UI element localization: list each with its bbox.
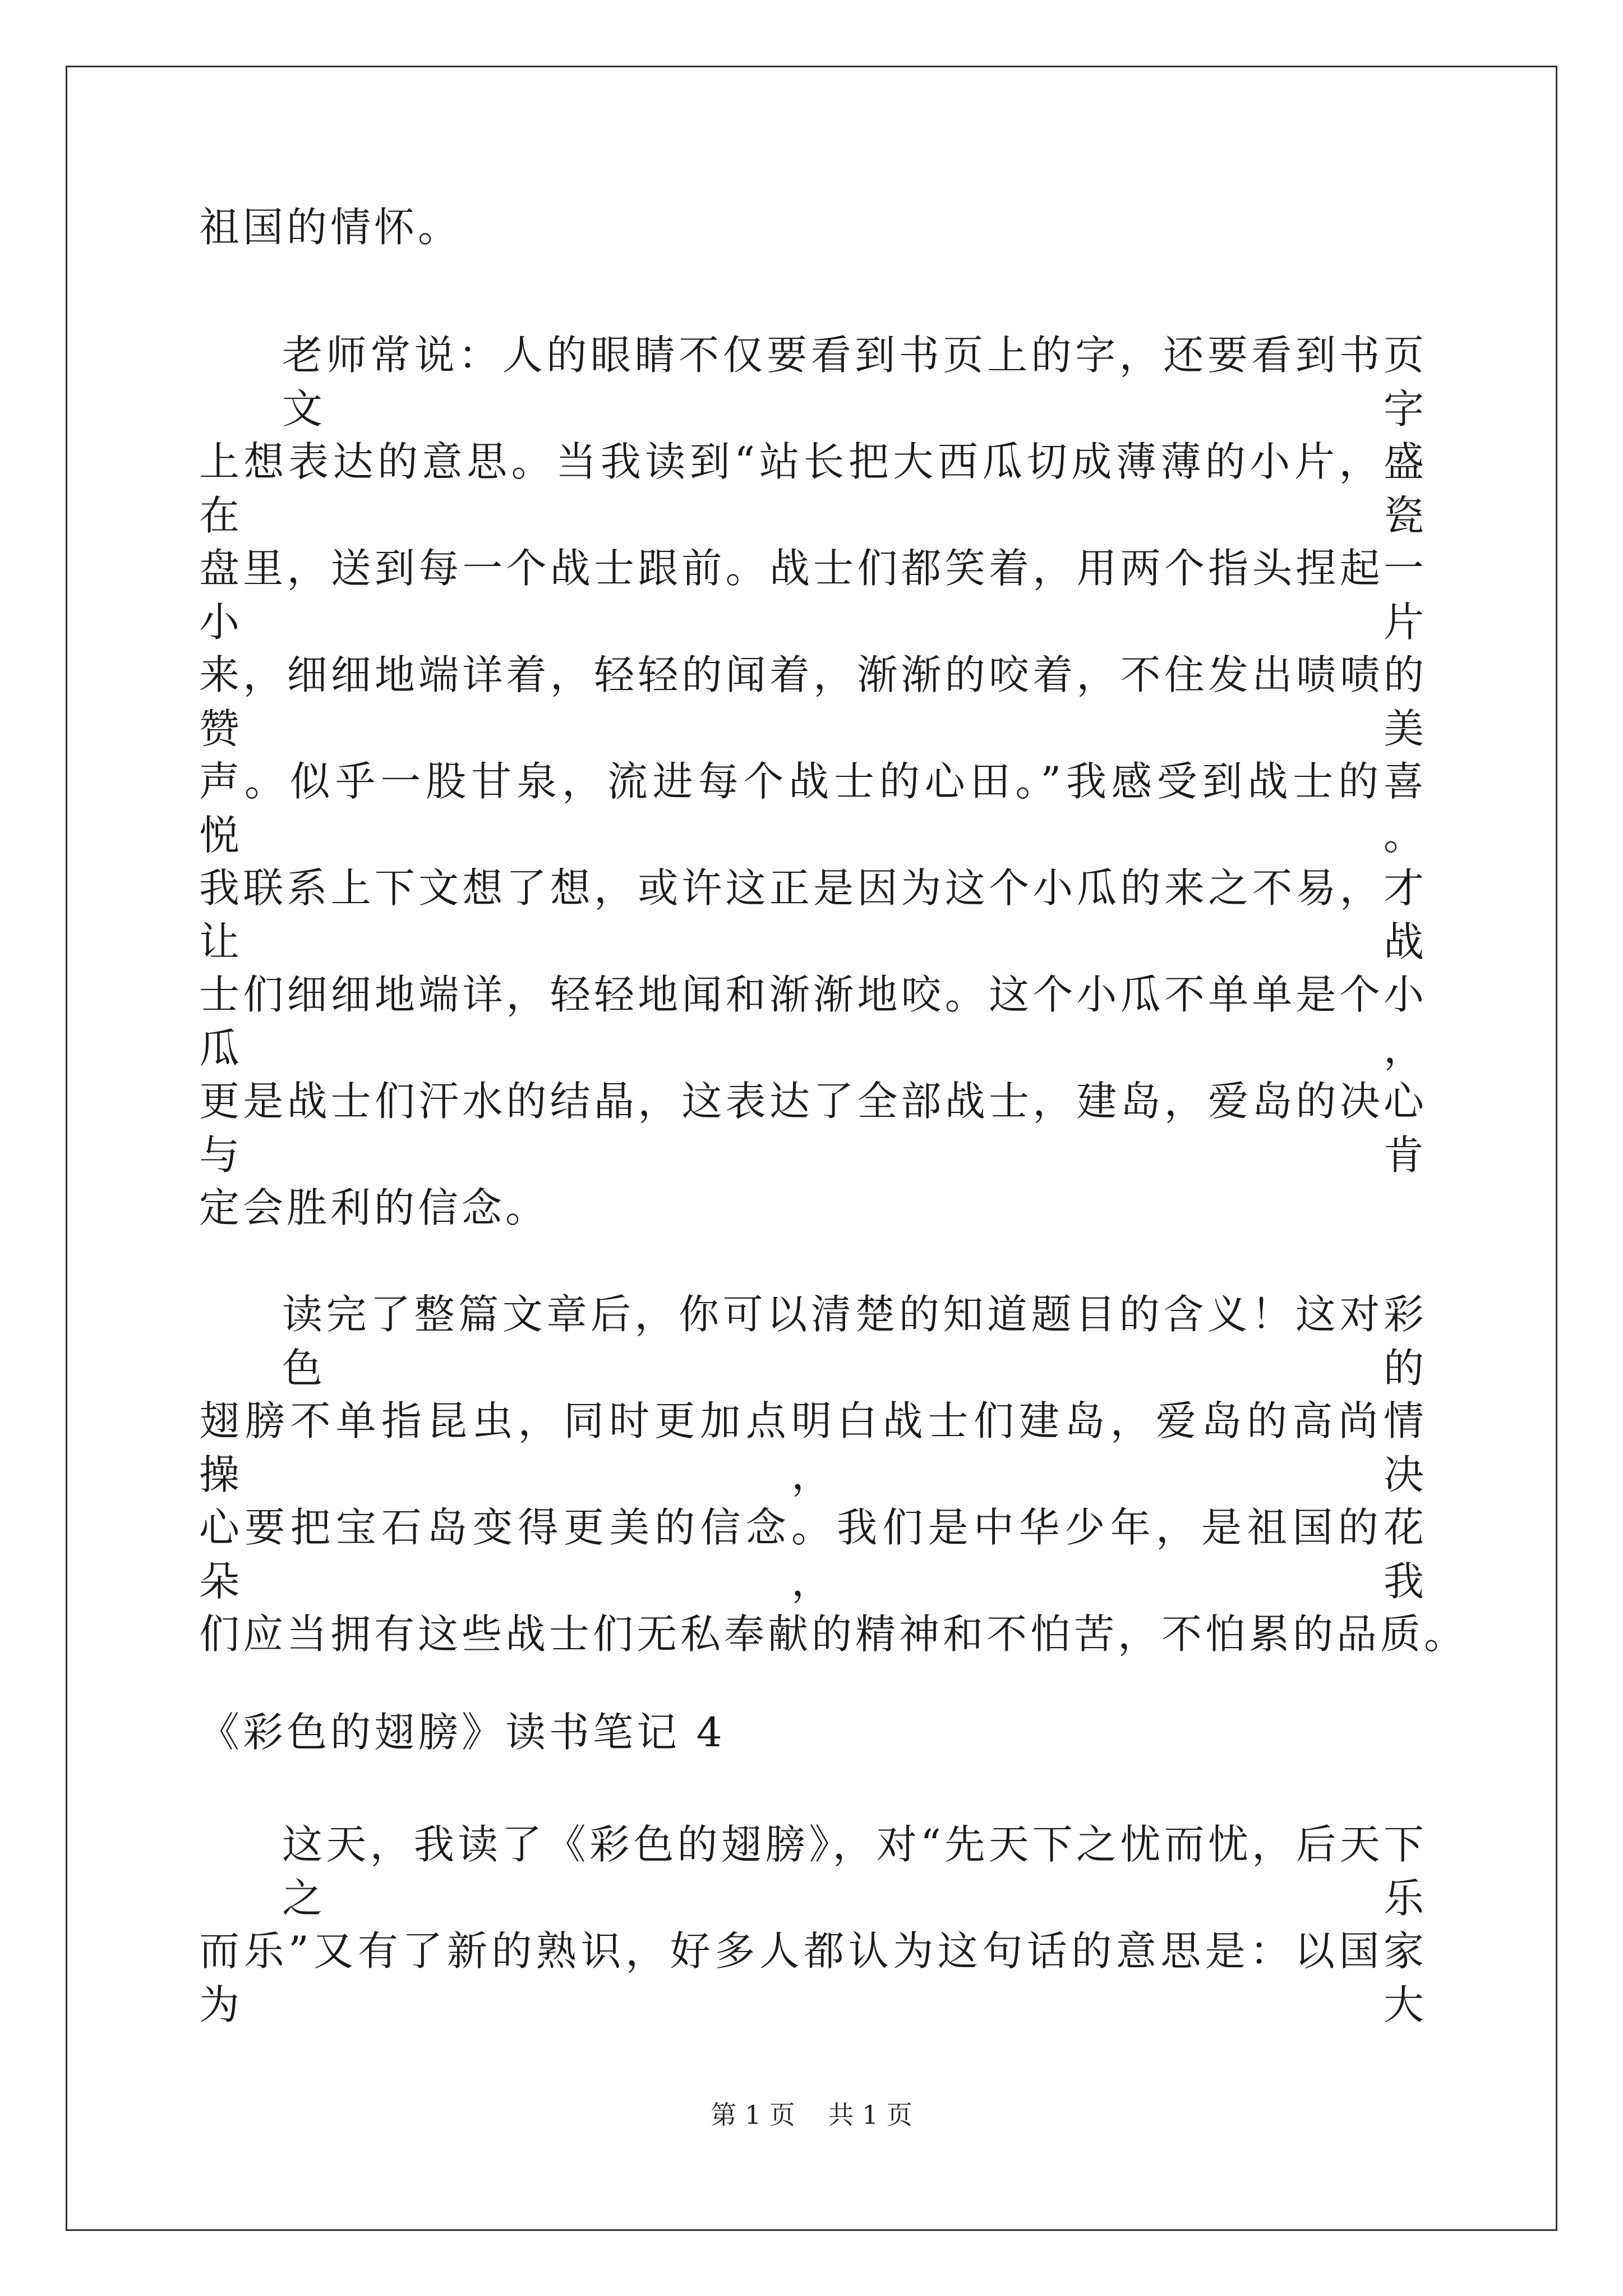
text-line: 我联系上下文想了想，或许这正是因为这个小瓜的来之不易，才让战	[199, 864, 1427, 965]
text-line: 士们细细地端详，轻轻地闻和渐渐地咬。这个小瓜不单单是个小瓜，	[199, 971, 1427, 1072]
text-line: 更是战士们汗水的结晶，这表达了全部战士，建岛，爱岛的决心与肯	[199, 1078, 1427, 1179]
text-line: 来，细细地端详着，轻轻的闻着，渐渐的咬着，不住发出啧啧的赞美	[199, 651, 1427, 752]
paragraph-first-line: 老师常说：人的眼睛不仅要看到书页上的字，还要看到书页文字	[282, 332, 1427, 432]
text-line: 们应当拥有这些战士们无私奉献的精神和不怕苦，不怕累的品质。	[199, 1611, 1468, 1658]
text-line: 祖国的情怀。	[199, 204, 462, 251]
text-line: 定会胜利的信念。	[199, 1184, 550, 1231]
text-line: 上想表达的意思。当我读到“站长把大西瓜切成薄薄的小片，盛在瓷	[199, 438, 1427, 539]
text-line: 声。似乎一股甘泉，流进每个战士的心田。”我感受到战士的喜悦。	[199, 758, 1427, 859]
paragraph-first-line: 这天，我读了《彩色的翅膀》，对“先天下之忧而忧，后天下之乐	[282, 1821, 1427, 1922]
text-line: 盘里，送到每一个战士跟前。战士们都笑着，用两个指头捏起一小片	[199, 545, 1427, 646]
page-footer: 第 1 页 共 1 页	[711, 2100, 912, 2130]
text-line: 而乐”又有了新的熟识，好多人都认为这句话的意思是：以国家为大	[199, 1927, 1427, 2028]
paragraph-first-line: 读完了整篇文章后，你可以清楚的知道题目的含义！这对彩色的	[282, 1291, 1427, 1392]
text-line: 翅膀不单指昆虫，同时更加点明白战士们建岛，爱岛的高尚情操，决	[199, 1397, 1427, 1498]
section-heading: 《彩色的翅膀》读书笔记 4	[199, 1709, 726, 1756]
text-line: 心要把宝石岛变得更美的信念。我们是中华少年，是祖国的花朵，我	[199, 1504, 1427, 1605]
